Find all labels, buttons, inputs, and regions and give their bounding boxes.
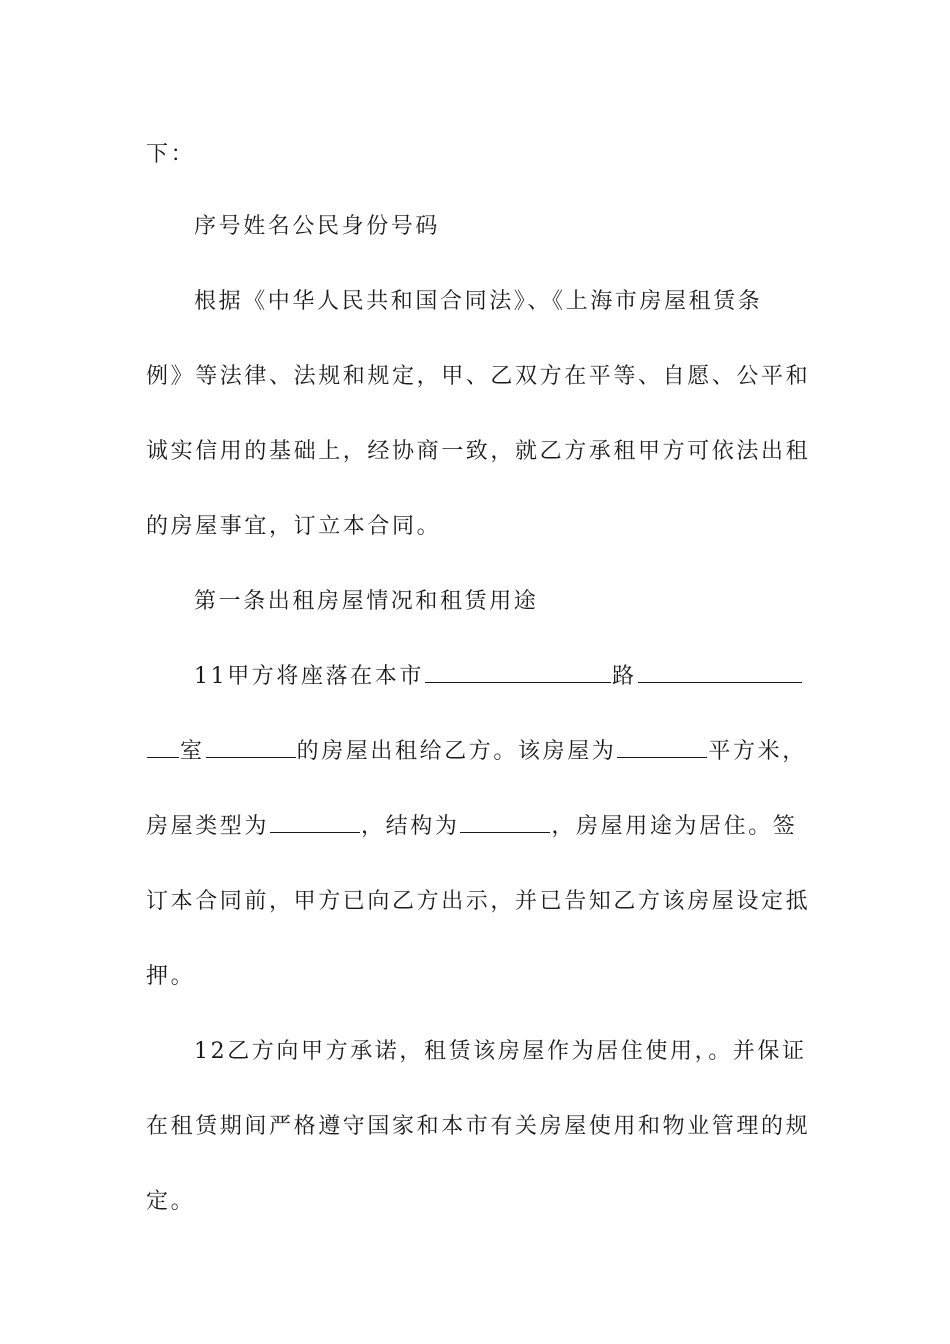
blank-field [206, 739, 296, 758]
clause-line [146, 737, 806, 767]
paragraph-line: 例》等法律、法规和规定，甲、乙双方在平等、自愿、公平和 [146, 364, 811, 389]
blank-field [460, 814, 550, 833]
clause-text: 路 [612, 664, 637, 689]
paragraph-line: 根据《中华人民共和国合同法》、《上海市房屋租赁条 [194, 289, 763, 314]
clause-text: ，房屋用途为居住。签 [551, 814, 798, 839]
article-heading: 第一条出租房屋情况和租赁用途 [194, 589, 539, 614]
text-line: 下： [146, 142, 196, 167]
clause-line [194, 662, 854, 692]
clause-text: 的房屋出租给乙方。该房屋为 [296, 739, 617, 764]
clause-line: 订本合同前，甲方已向乙方出示，并已告知乙方该房屋设定抵 [146, 889, 811, 914]
blank-field [147, 739, 179, 758]
clause-line: 在租赁期间严格遵守国家和本市有关房屋使用和物业管理的规 [146, 1114, 811, 1139]
clause-line: 押。 [146, 964, 196, 989]
clause-text: 房屋类型为 [146, 814, 270, 839]
clause-text: 平方米， [708, 739, 807, 764]
clause-line: 定。 [146, 1189, 196, 1214]
clause-line: 12乙方向甲方承诺，租赁该房屋作为居住使用，。并保证 [194, 1039, 807, 1064]
blank-field [638, 664, 802, 683]
clause-text: 室 [180, 739, 205, 764]
clause-number: 11 [194, 664, 228, 689]
clause-text: 甲方将座落在本市 [227, 664, 425, 689]
table-header-line: 序号姓名公民身份号码 [194, 214, 441, 239]
paragraph-line: 的房屋事宜，订立本合同。 [146, 514, 442, 539]
paragraph-line: 诚实信用的基础上，经协商一致，就乙方承租甲方可依法出租 [146, 439, 811, 464]
clause-text: ，结构为 [361, 814, 460, 839]
blank-field [270, 814, 360, 833]
blank-field [425, 664, 611, 683]
blank-field [617, 739, 707, 758]
clause-line [146, 812, 806, 842]
